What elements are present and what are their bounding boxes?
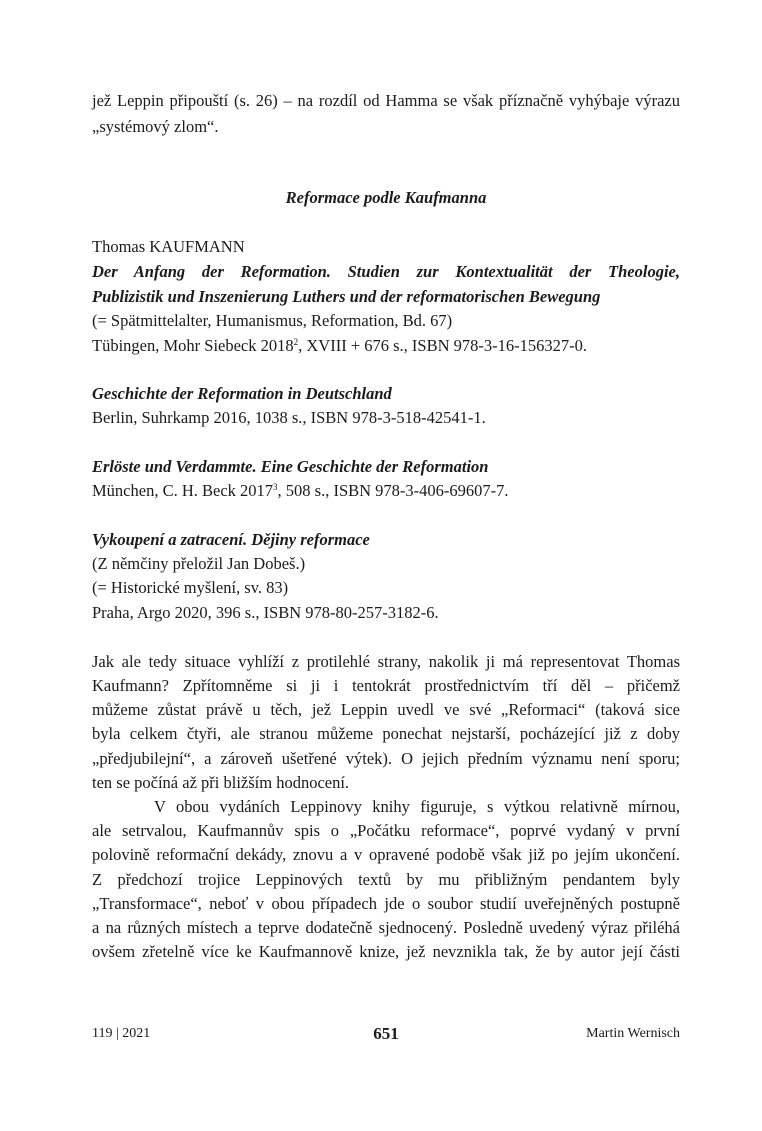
intro-line-1: jež Leppin připouští (s. 26) – na rozdíl od Hamma se však příznačně vyhýbaje výrazu — [92, 91, 680, 110]
author-name: Thomas KAUFMANN — [92, 237, 245, 256]
paragraph-line: ten se počíná až při bližším hodnocení. — [92, 773, 350, 792]
paragraph-line: „předjubilejní“, a zároveň ušetřené výtek). O jejich předním významu není sporu; — [92, 749, 680, 768]
article-author: Martin Wernisch — [586, 1026, 680, 1041]
paragraph-line: Z předchozí trojice Leppinových textů by mu přibližným pendantem byly — [92, 870, 680, 889]
book-4-translator: (Z němčiny přeložil Jan Dobeš.) — [92, 554, 306, 573]
section-heading: Reformace podle Kaufmanna — [285, 188, 487, 207]
paragraph-line: Kaufmann? Zpřítomněme si ji i tentokrát prostřednictvím tří děl – přičemž — [92, 676, 680, 695]
book-4-title: Vykoupení a zatracení. Dějiny reformace — [92, 530, 370, 549]
book-2-publication: Berlin, Suhrkamp 2016, 1038 s., ISBN 978-3-518-42541-1. — [92, 408, 486, 427]
book-1-publication: Tübingen, Mohr Siebeck 2018$^2$, XVIII + 676 s., ISBN 978-3-16-156327-0. — [92, 336, 588, 355]
paragraph-line: V obou vydáních Leppinovy knihy figuruje, s výtkou relativně mírnou, — [154, 797, 680, 816]
page-number: 651 — [373, 1024, 399, 1043]
intro-line-2: „systémový zlom“. — [92, 117, 219, 136]
paragraph-line: ale setrvalou, Kaufmannův spis o „Počátku reformace“, poprvé vydaný v první — [92, 821, 680, 840]
book-3-title: Erlöste und Verdammte. Eine Geschichte der Reformation — [92, 457, 489, 476]
document-page — [92, 0, 680, 1131]
book-2-title: Geschichte der Reformation in Deutschland — [92, 384, 392, 403]
book-4-publication: Praha, Argo 2020, 396 s., ISBN 978-80-257-3182-6. — [92, 603, 439, 622]
paragraph-line: ovšem zřetelně více ke Kaufmannově knize, jež nevznikla tak, že by autor její části — [92, 942, 680, 961]
book-1-series: (= Spätmittelalter, Humanismus, Reformation, Bd. 67) — [92, 311, 453, 330]
paragraph-line: „Transformace“, neboť v obou případech jde o soubor studií uveřejněných postupně — [92, 894, 680, 913]
paragraph-line: polovině reformační dekády, znovu a v opravené podobě však již po jejím ukončení. — [92, 845, 680, 864]
paragraph-line: Jak ale tedy situace vyhlíží z protilehlé strany, nakolik ji má representovat Thomas — [92, 652, 680, 671]
journal-issue: 119 | 2021 — [92, 1026, 151, 1041]
book-4-series: (= Historické myšlení, sv. 83) — [92, 578, 289, 597]
book-1-title-line-2: Publizistik und Inszenierung Luthers und der reformatorischen Bewegung — [92, 287, 601, 306]
paragraph-line: a na různých místech a teprve dodatečně sjednocený. Posledně uvedený výraz přiléhá — [92, 918, 680, 937]
book-3-publication: München, C. H. Beck 2017$^3$, 508 s., ISBN 978-3-406-69607-7. — [92, 481, 509, 500]
paragraph-line: můžeme zůstat právě u těch, jež Leppin uvedl ve své „Reformaci“ (taková sice — [92, 700, 680, 719]
paragraph-line: byla celkem čtyři, ale stranou můžeme ponechat nejstarší, pocházející již z doby — [92, 724, 680, 743]
book-1-title-line-1: Der Anfang der Reformation. Studien zur Kontextualität der Theologie, — [92, 262, 680, 281]
